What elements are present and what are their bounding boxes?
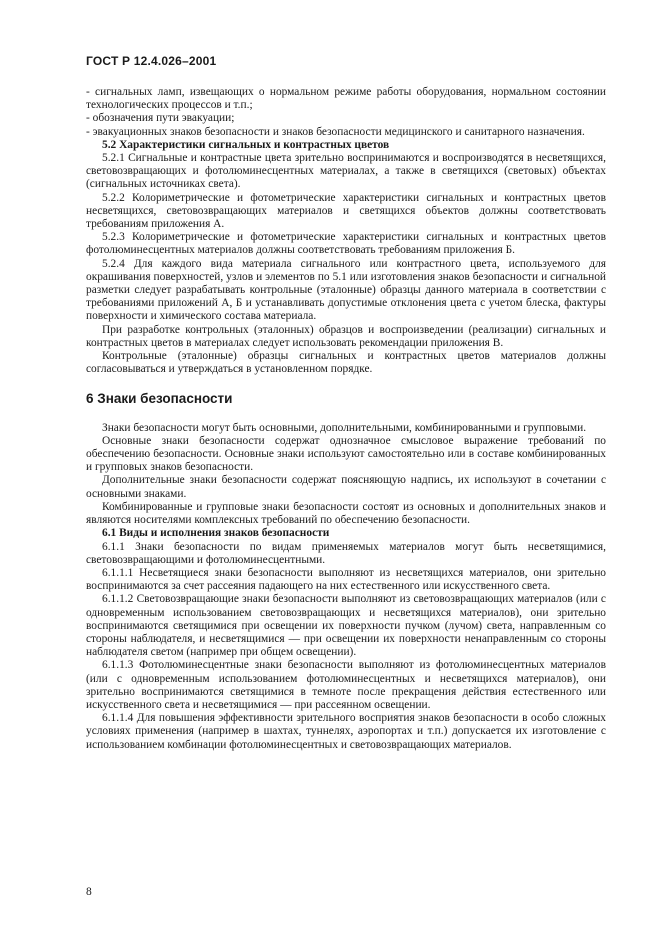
paragraph: 5.2.1 Сигнальные и контрастные цвета зрительно воспринимаются и воспроизводятся в несветящихся, световозвращающих и фотолюминесцентных материалах, а также в светящихся (световых) объектах (сигнальных источниках света). [86,152,606,191]
subsection-heading: 6.1 Виды и исполнения знаков безопасности [102,527,330,540]
paragraph: 6.1.1.2 Световозвращающие знаки безопасности выполняют из световозвращающих материалов (или с одновременным использованием световозвращающих и несветящихся материалов), они зрительно воспринимаются светящимися при освещении их поверхности пучком (лучом) света, направленным со стороны наблюдателя, и несветящимися — при освещении их поверхности ненаправленным со стороны наблюдателя светом (например при общем освещении). [86,593,606,659]
paragraph: При разработке контрольных (эталонных) образцов и воспроизведении (реализации) сигнальных и контрастных цветов в материалах следует использовать рекомендации приложения В. [86,323,606,349]
paragraph: - сигнальных ламп, извещающих о нормальном режиме работы оборудования, нормальном состоянии технологических процессов и т.п.; [86,86,606,112]
paragraph: Контрольные (эталонные) образцы сигнальных и контрастных цветов материалов должны согласовываться и утверждаться в установленном порядке. [86,350,606,376]
standard-header: ГОСТ Р 12.4.026–2001 [86,54,217,68]
paragraph: - обозначения пути эвакуации; [86,112,235,125]
paragraph: 5.2.4 Для каждого вида материала сигнального или контрастного цвета, используемого для окрашивания поверхностей, узлов и элементов по 5.1 или изготовления знаков безопасности и сигнальной разметки следует разрабатывать контрольные (эталонные) образцы данного материала в соответствии с требованиями приложений А, Б и устанавливать допустимые отклонения цвета с учетом блеска, фактуры поверхности и химического состава материала. [86,257,606,323]
page-number: 8 [86,886,92,898]
section-heading: 6 Знаки безопасности [86,391,233,407]
paragraph: 6.1.1.4 Для повышения эффективности зрительного восприятия знаков безопасности в особо сложных условиях применения (например в шахтах, туннелях, аэропортах и т.п.) допускается их изготовление с использованием комбинации фотолюминесцентных и световозвращающих материалов. [86,712,606,751]
paragraph: Знаки безопасности могут быть основными, дополнительными, комбинированными и групповыми. [102,421,587,434]
paragraph: 6.1.1.1 Несветящиеся знаки безопасности выполняют из несветящихся материалов, они зрительно воспринимаются за счет рассеяния падающего на них естественного или искусственного света. [86,566,606,593]
paragraph: - эвакуационных знаков безопасности и знаков безопасности медицинского и санитарного назначения. [86,125,585,138]
paragraph: Комбинированные и групповые знаки безопасности состоят из основных и дополнительных знаков и являются носителями комплексных требований по обеспечению безопасности. [86,500,606,527]
paragraph: Основные знаки безопасности содержат однозначное смысловое выражение требований по обеспечению безопасности. Основные знаки используют самостоятельно или в составе комбинированных и групповых знаков безопасности. [86,434,606,474]
paragraph: Дополнительные знаки безопасности содержат поясняющую надпись, их используют в сочетании с основными знаками. [86,474,606,500]
paragraph: 5.2.3 Колориметрические и фотометрические характеристики сигнальных и контрастных цветов фотолюминесцентных материалов должны соответствовать требованиям приложения Б. [86,231,606,257]
paragraph: 6.1.1 Знаки безопасности по видам применяемых материалов могут быть несветящимися, световозвращающими и фотолюминесцентными. [86,540,606,566]
paragraph: 6.1.1.3 Фотолюминесцентные знаки безопасности выполняют из фотолюминесцентных материалов (или с одновременным использованием фотолюминесцентных и несветящихся материалов), они зрительно воспринимаются светящимися в темноте после прекращения действия естественного или искусственного света и несветящимися — при рассеянном освещении. [86,659,606,711]
document-body [86,86,606,752]
paragraph: 5.2.2 Колориметрические и фотометрические характеристики сигнальных и контрастных цветов несветящихся, световозвращающих материалов и светящихся объектов должны соответствовать требованиям приложения А. [86,191,606,231]
subsection-heading: 5.2 Характеристики сигнальных и контрастных цветов [102,138,390,151]
